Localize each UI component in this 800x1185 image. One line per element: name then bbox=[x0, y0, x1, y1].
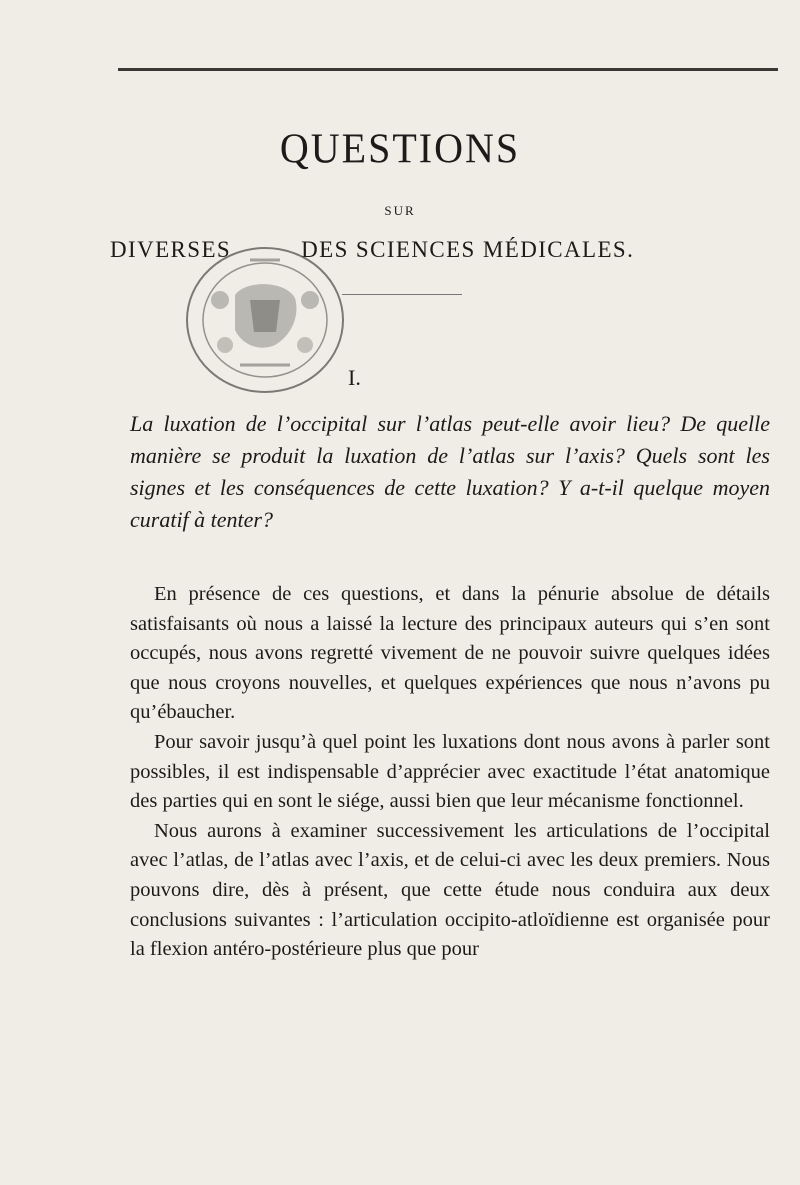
subtitle-left: DIVERSES bbox=[110, 237, 232, 262]
body-text bbox=[130, 580, 770, 965]
subtitle-right: DES SCIENCES MÉDICALES. bbox=[301, 237, 635, 262]
question-text: La luxation de l’occipital sur l’atlas peut-elle avoir lieu? De quelle manière se produit la luxation de l’atlas sur l’axis? Quels sont les signes et les conséquences de cette luxation? Y a-t-il quelque moyen curatif à tenter? bbox=[130, 411, 770, 532]
top-rule bbox=[118, 68, 778, 71]
page-title: QUESTIONS bbox=[279, 124, 521, 173]
stamp-rule bbox=[342, 294, 462, 295]
paragraph: Pour savoir jusqu’à quel point les luxations dont nous avons à parler sont possibles, il est indispensable d’apprécier avec exactitude l’état anatomique des parties qui en sont le siége, aussi bien que leur mécanisme fonctionnel. bbox=[130, 730, 770, 813]
section-number: I. bbox=[348, 365, 361, 390]
library-stamp-icon bbox=[180, 240, 350, 400]
paragraph: En présence de ces questions, et dans la pénurie absolue de détails satisfaisants où nous a laissé la lecture des principaux auteurs qui s’en sont occupés, nous avons regretté vivement de ne pouvoir suivre quelques idées que nous croyons nouvelles, et quelques expériences que nous n’avons pu qu’ébaucher. bbox=[130, 583, 770, 724]
title-sur: SUR bbox=[384, 203, 416, 218]
paragraph: Nous aurons à examiner successivement les articulations de l’occipital avec l’atlas, de l’atlas avec l’axis, et de celui-ci avec les deux premiers. Nous pouvons dire, dès à présent, que cette étude nous conduira aux deux conclusions suivantes : l’articulation occipito-atloïdienne est organisée pour la flexion antéro-postérieure plus que pour bbox=[130, 819, 770, 961]
